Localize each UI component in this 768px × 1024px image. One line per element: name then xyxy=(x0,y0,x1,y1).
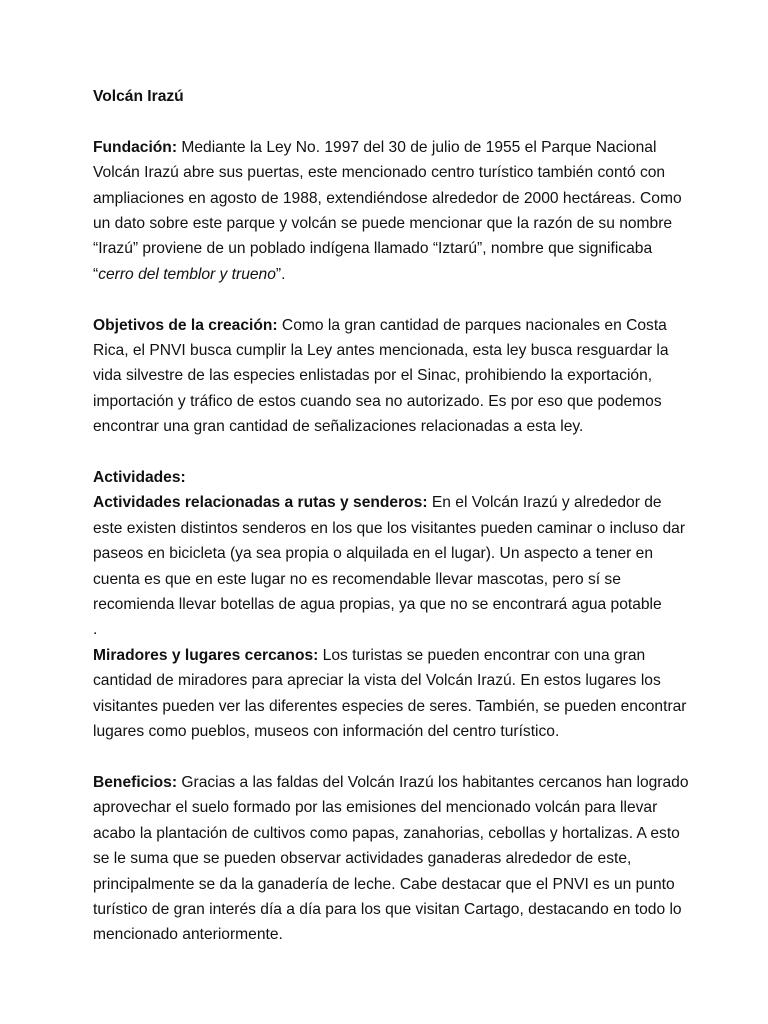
spacer xyxy=(93,440,693,465)
paragraph-miradores xyxy=(93,643,693,745)
document-title: Volcán Irazú xyxy=(93,88,184,105)
document-body xyxy=(93,84,693,948)
miradores-text: Los turistas se pueden encontrar con una gran cantidad de miradores para apreciar la vista del Volcán Irazú. En estos lugares los visitantes pueden ver las diferentes especies de seres. También, se pueden encontrar lugares como pueblos, museos con información del centro turístico. xyxy=(93,646,687,741)
fundacion-label: Fundación: xyxy=(93,138,178,156)
fundacion-text: Mediante la Ley No. 1997 del 30 de julio de 1955 el Parque Nacional Volcán Irazú abre sus puertas, este mencionado centro turístico también contó con ampliaciones en agosto de 1988, extendiéndose alrededor de 2000 hectáreas. Como un dato sobre este parque y volcán se puede mencionar que la razón de su nombre “Irazú” proviene de un poblado indígena llamado “Iztarú”, nombre que significaba “ xyxy=(93,138,682,283)
objetivos-text: Como la gran cantidad de parques nacionales en Costa Rica, el PNVI busca cumplir la Ley antes mencionada, esta ley busca resguardar la vida silvestre de las especies enlistadas por el Sinac, prohibiendo la exportación, importación y tráfico de estos cuando sea no autorizado. Es por eso que podemos encontrar una gran cantidad de señalizaciones relacionadas a esta ley. xyxy=(93,316,669,436)
rutas-label: Actividades relacionadas a rutas y senderos: xyxy=(93,494,428,512)
rutas-text: En el Volcán Irazú y alrededor de este existen distintos senderos en los que los visitantes pueden caminar o incluso dar paseos en bicicleta (ya sea propia o alquilada en el lugar). Un aspecto a tener en cuenta es que en este lugar no es recomendable llevar mascotas, pero sí se recomienda llevar botellas de agua propias, ya que no se encontrará agua potable xyxy=(93,494,686,614)
paragraph-beneficios xyxy=(93,770,693,948)
spacer xyxy=(93,109,693,134)
paragraph-objetivos xyxy=(93,313,693,440)
fundacion-text-end: ”. xyxy=(275,265,286,283)
miradores-label: Miradores y lugares cercanos: xyxy=(93,646,319,664)
beneficios-label: Beneficios: xyxy=(93,773,178,791)
objetivos-label: Objetivos de la creación: xyxy=(93,316,278,334)
fundacion-italic-text: cerro del temblor y trueno xyxy=(98,265,276,283)
paragraph-rutas xyxy=(93,490,693,617)
spacer xyxy=(93,287,693,312)
actividades-heading: Actividades: xyxy=(93,469,186,487)
beneficios-text: Gracias a las faldas del Volcán Irazú los habitantes cercanos han logrado aprovechar el suelo formado por las emisiones del mencionado volcán para llevar acabo la plantación de cultivos como papas, zanahorias, cebollas y hortalizas. A esto se le suma que se pueden observar actividades ganaderas alrededor de este, principalmente se da la ganadería de leche. Cabe destacar que el PNVI es un punto turístico de gran interés día a día para los que visitan Cartago, destacando en todo lo mencionado anteriormente. xyxy=(93,773,689,944)
paragraph-fundacion xyxy=(93,135,693,287)
spacer xyxy=(93,745,693,770)
rutas-trailing-period: . xyxy=(93,621,98,639)
